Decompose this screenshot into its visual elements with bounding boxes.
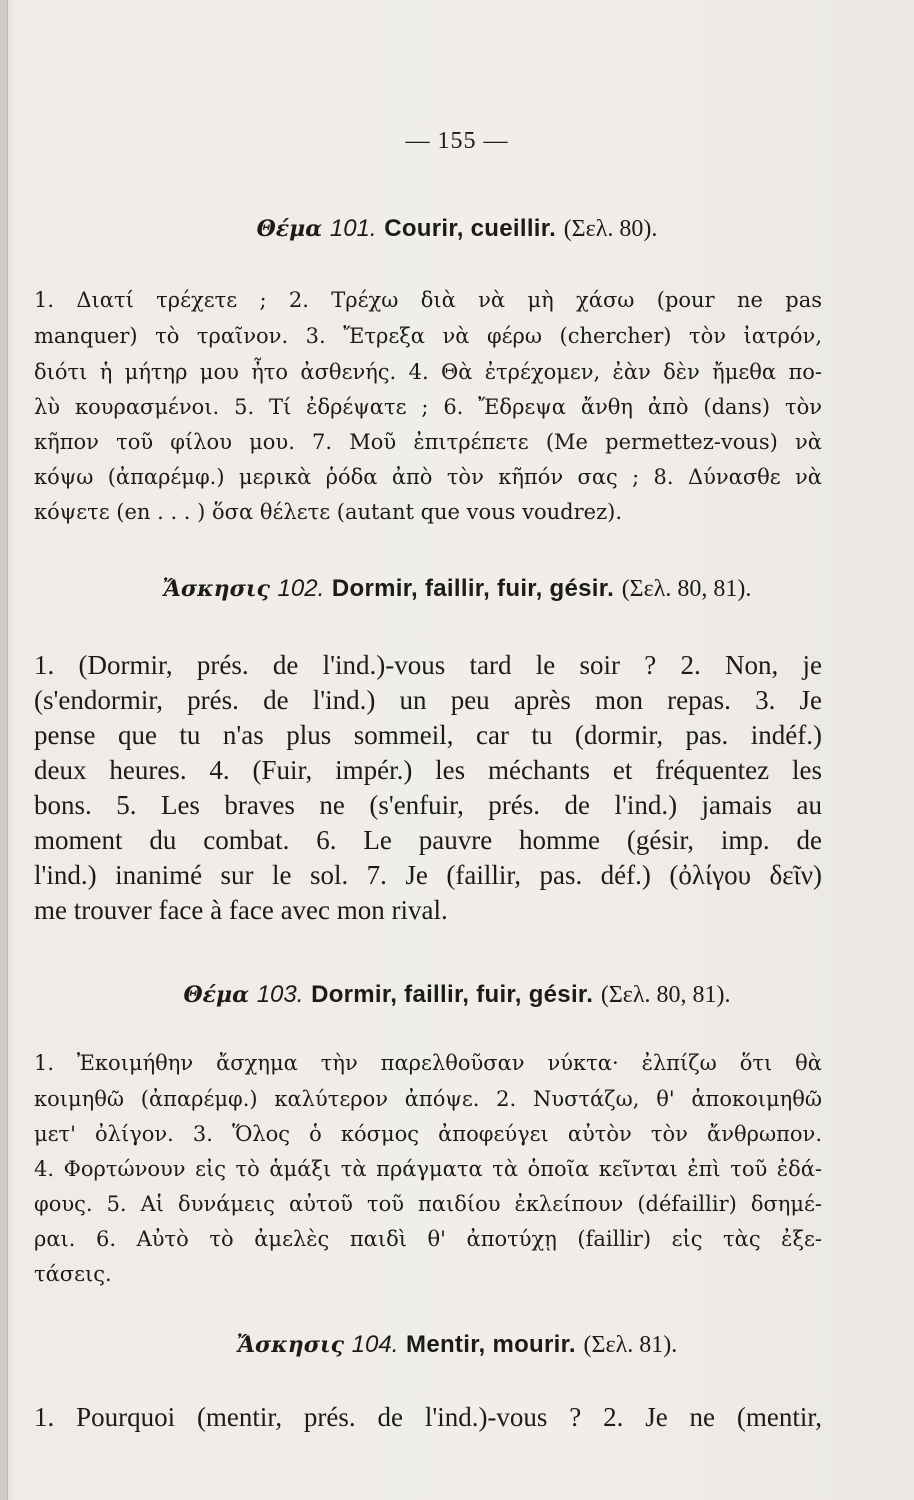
heading-french-verbs: Dormir, faillir, fuir, gésir. [331,575,615,602]
heading-french-verbs: Courir, cueillir. [384,215,557,242]
section-heading-101 [0,214,914,243]
heading-french-verbs: Mentir, mourir. [406,1331,576,1358]
text-line: 1. Διατί τρέχετε ; 2. Τρέχω διὰ νὰ μὴ χάσω (pour ne pas [34,288,822,312]
heading-number: 103. [256,981,304,1008]
text-line: moment du combat. 6. Le pauvre homme (gésir, imp. de [34,825,822,855]
heading-page-reference: (Σελ. 80, 81). [600,982,731,1008]
heading-page-reference: (Σελ. 81). [583,1332,678,1358]
text-line: 1. Ἐκοιμήθην ἄσχημα τὴν παρελθοῦσαν νύκτα· ἐλπίζω ὅτι θὰ [34,1051,822,1075]
text-line: 1. (Dormir, prés. de l'ind.)-vous tard le soir ? 2. Non, je [34,650,822,680]
heading-greek-label: Ἄσκησις [162,576,270,602]
heading-number: 101. [329,215,377,242]
text-line: διότι ἡ μήτηρ μου ἦτο ἀσθενής. 4. Θὰ ἐτρέχομεν, ἐὰν δὲν ἤμεθα πο- [34,360,822,384]
text-line: κοιμηθῶ (ἀπαρέμφ.) καλύτερον ἀπόψε. 2. Νυστάζω, θ' ἀποκοιμηθῶ [34,1087,822,1111]
text-line: μετ' ὀλίγον. 3. Ὅλος ὁ κόσμος ἀποφεύγει αὐτὸν τὸν ἄνθρωπον. [34,1122,822,1146]
text-line: deux heures. 4. (Fuir, impér.) les méchants et fréquentez les [34,755,822,785]
text-line: κῆπον τοῦ φίλου μου. 7. Μοῦ ἐπιτρέπετε (Me permettez-vous) νὰ [34,430,822,454]
heading-greek-label: Θέμα [256,216,323,242]
text-line: 4. Φορτώνουν εἰς τὸ ἁμάξι τὰ πράγματα τὰ ὁποῖα κεῖνται ἐπὶ τοῦ ἐδά- [34,1157,822,1181]
section-heading-103 [0,980,914,1009]
section-heading-102 [0,574,914,603]
text-line: κόψω (ἀπαρέμφ.) μερικὰ ῥόδα ἀπὸ τὸν κῆπόν σας ; 8. Δύνασθε νὰ [34,465,822,489]
heading-greek-label: Ἄσκησις [236,1332,345,1358]
text-line: λὺ κουρασμένοι. 5. Τί ἐδρέψατε ; 6. Ἔδρεψα ἄνθη ἀπὸ (dans) τὸν [34,395,822,419]
text-line: manquer) τὸ τραῖνον. 3. Ἔτρεξα νὰ φέρω (chercher) τὸν ἰατρόν, [34,324,822,348]
heading-greek-label: Θέμα [183,982,250,1008]
text-line: (s'endormir, prés. de l'ind.) un peu après mon repas. 3. Je [34,685,822,715]
text-line: ραι. 6. Αὐτὸ τὸ ἀμελὲς παιδὶ θ' ἀποτύχῃ (faillir) εἰς τὰς ἐξε- [34,1227,822,1251]
text-line: l'ind.) inanimé sur le sol. 7. Je (faillir, pas. déf.) (ὀλίγου δεῖν) [34,860,822,890]
heading-number: 104. [351,1331,399,1358]
text-line: pense que tu n'as plus sommeil, car tu (dormir, pas. indéf.) [34,720,822,750]
section-heading-104 [0,1330,914,1359]
page-number: — 155 — [405,128,509,154]
text-line: κόψετε (en . . . ) ὅσα θέλετε (autant que vous voudrez). [34,500,623,524]
text-line: me trouver face à face avec mon rival. [34,895,448,925]
text-line: τάσεις. [34,1262,112,1286]
text-line: 1. Pourquoi (mentir, prés. de l'ind.)-vous ? 2. Je ne (mentir, [34,1402,822,1432]
text-line: φους. 5. Αἱ δυνάμεις αὐτοῦ τοῦ παιδίου ἐκλείπουν (défaillir) δσημέ- [34,1192,822,1216]
heading-page-reference: (Σελ. 80). [563,216,658,242]
heading-page-reference: (Σελ. 80, 81). [621,576,752,602]
heading-number: 102. [277,575,325,602]
text-line: bons. 5. Les braves ne (s'enfuir, prés. de l'ind.) jamais au [34,790,822,820]
heading-french-verbs: Dormir, faillir, fuir, gésir. [311,981,594,1008]
